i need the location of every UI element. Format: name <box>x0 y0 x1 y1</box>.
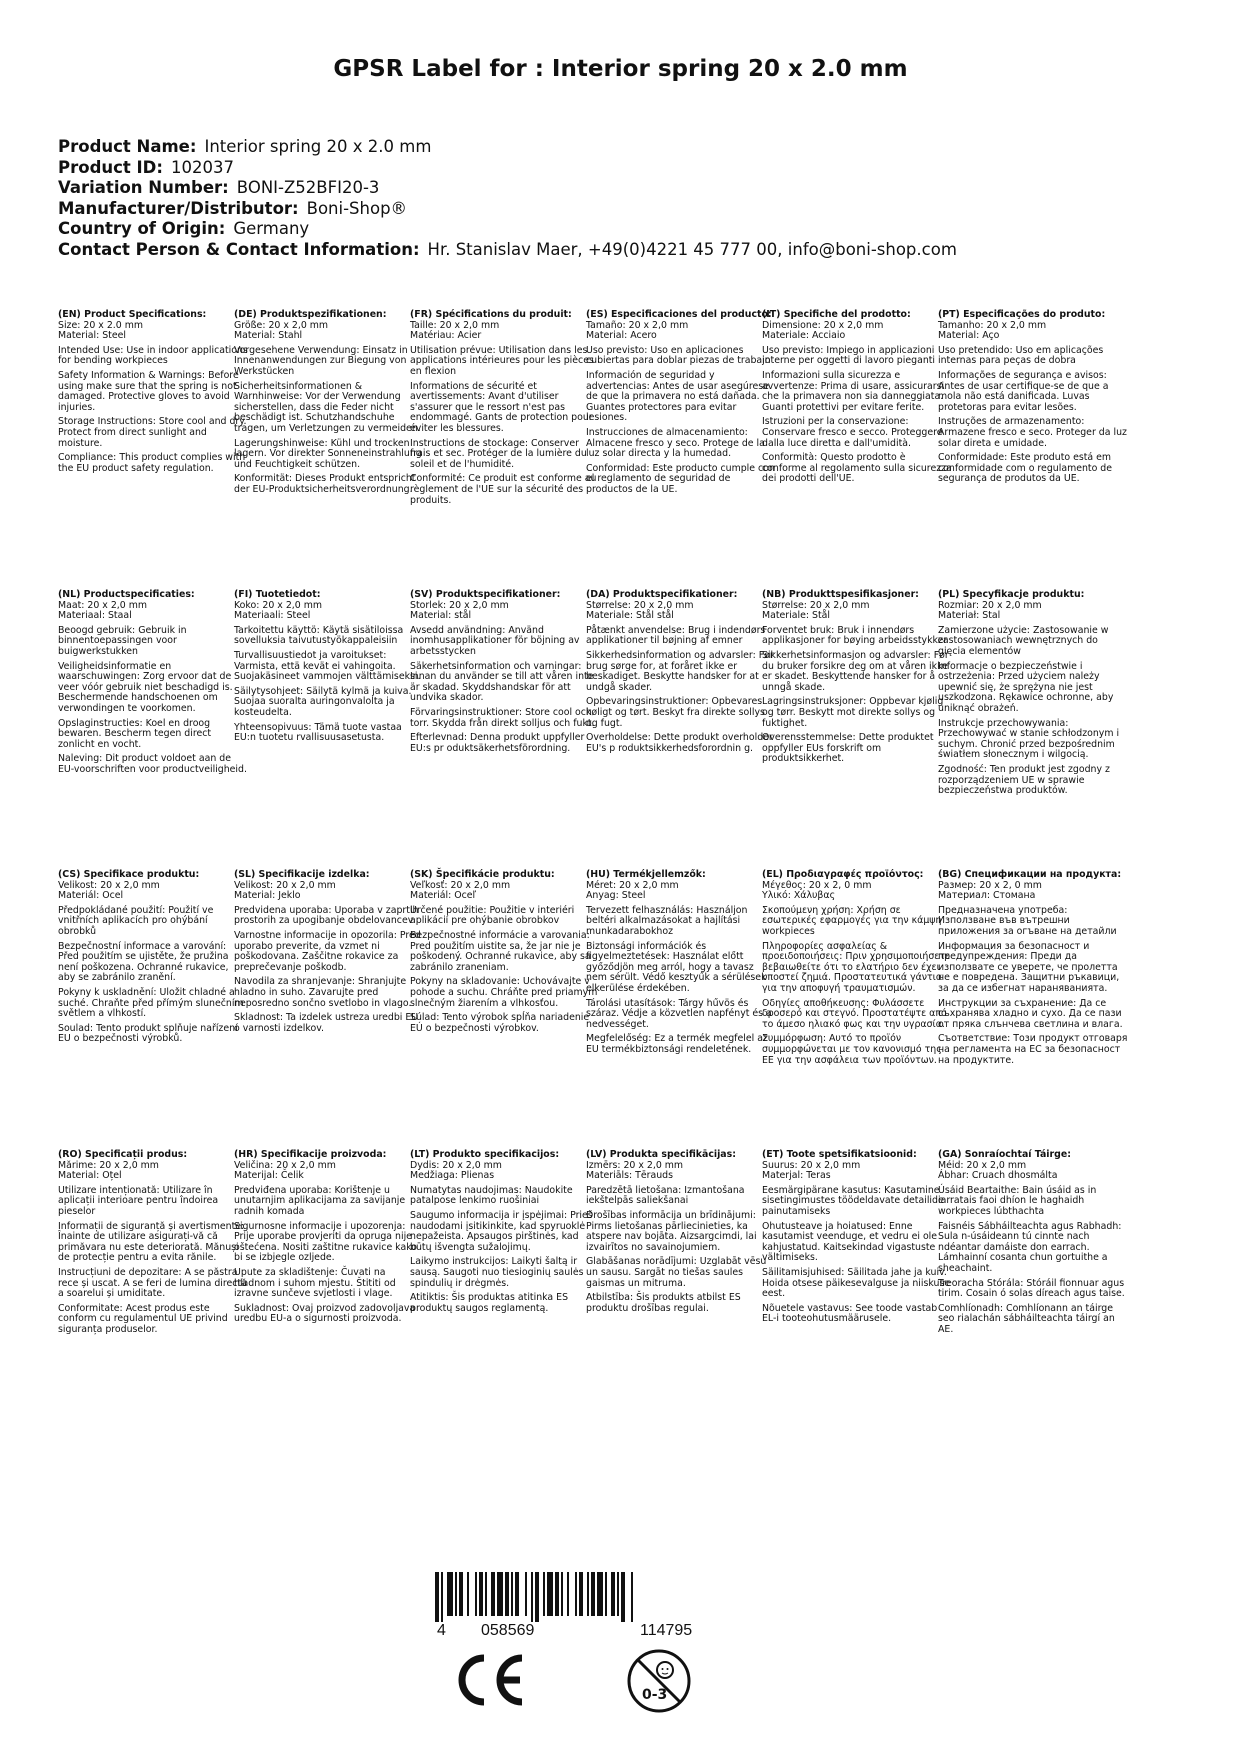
spec-paragraph: Materiale: Stål <box>762 610 830 622</box>
spec-paragraph: Utilizare intenționată: Utilizare în aplicații interioare pentru îndoirea pieselor <box>58 1184 219 1217</box>
spec-heading: (FR) Spécifications du produit: <box>410 309 572 320</box>
spec-paragraph: Intended Use: Use in indoor applications for bending workpieces <box>58 344 248 367</box>
spec-paragraph: Material: Acero <box>586 330 657 342</box>
spec-heading: (LV) Produkta specifikācijas: <box>586 1149 736 1160</box>
barcode-digits-right: 114795 <box>640 1622 693 1639</box>
spec-size: Suurus: 20 x 2,0 mm <box>762 1159 861 1171</box>
spec-paragraph: Material: Stahl <box>234 330 303 342</box>
spec-paragraph: Förvaringsinstruktioner: Store cool och torr. Skydda från direkt solljus och fukt. <box>410 706 595 729</box>
spec-heading: (NB) Produkttspesifikasjoner: <box>762 589 919 600</box>
spec-paragraph: Bezpečnostní informace a varování: Před použitím se ujistěte, že pružina není poškozena. Ochranné rukavice, aby se zabránilo zranění. <box>58 940 229 984</box>
spec-paragraph: Efterlevnad: Denna produkt uppfyller EU:s pr oduktsäkerhetsförordning. <box>410 732 585 754</box>
spec-paragraph: Yhteensopivuus: Tämä tuote vastaa EU:n tuotetu rvallisuusasetusta. <box>234 721 402 744</box>
info-row <box>58 158 957 179</box>
info-row <box>58 199 957 220</box>
spec-heading: (EN) Product Specifications: <box>58 309 207 320</box>
spec-paragraph: Zamierzone użycie: Zastosowanie w zastosowaniach wewnętrznych do gięcia elementów <box>938 624 1109 657</box>
spec-paragraph: Naleving: Dit product voldoet aan de EU-voorschriften voor productveiligheid. <box>58 753 247 775</box>
spec-paragraph: Uso pretendido: Uso em aplicações internas para peças de dobra <box>938 344 1104 367</box>
spec-paragraph: Material: Jeklo <box>234 890 301 902</box>
spec-block <box>410 590 600 758</box>
info-value: Interior spring 20 x 2.0 mm <box>204 137 432 156</box>
spec-block <box>58 870 248 1049</box>
spec-size: Размер: 20 x 2, 0 mm <box>938 879 1042 891</box>
spec-size: Tamaño: 20 x 2,0 mm <box>586 319 689 331</box>
spec-size: Méid: 20 x 2,0 mm <box>938 1159 1027 1171</box>
spec-block <box>58 310 248 478</box>
spec-heading: (BG) Спецификации на продукта: <box>938 869 1122 880</box>
spec-size: Rozmiar: 20 x 2,0 mm <box>938 599 1042 611</box>
spec-paragraph: Informacje o bezpieczeństwie i ostrzeżenia: Przed użyciem należy upewnić się, że sprężyna nie jest uszkodzona. Rękawice ochronne, aby uniknąć obrażeń. <box>938 660 1114 714</box>
info-label: Product ID: <box>58 157 163 177</box>
spec-size: Velikost: 20 x 2,0 mm <box>234 879 336 891</box>
spec-block <box>234 310 424 500</box>
spec-paragraph: Material: Oțel <box>58 1170 122 1182</box>
spec-block <box>58 1150 248 1340</box>
spec-paragraph: Påtænkt anvendelse: Brug i indendørs applikationer til bøjning af emner <box>586 624 766 647</box>
spec-paragraph: Instrucțiuni de depozitare: A se păstra rece și uscat. A se feri de lumina directă a soarelui și umiditate. <box>58 1266 247 1300</box>
spec-paragraph: Pokyny k uskladnění: Uložit chladné a suché. Chraňte před přímým slunečním světlem a vlhkostí. <box>58 986 244 1020</box>
spec-paragraph: Utilisation prévue: Utilisation dans les applications intérieures pour les pièces en flexion <box>410 344 594 377</box>
spec-paragraph: Säilytysohjeet: Säilytä kylmä ja kuiva. Suojaa suoralta auringonvalolta ja kosteudelta. <box>234 685 412 718</box>
spec-size: Mărime: 20 x 2,0 mm <box>58 1159 159 1171</box>
spec-paragraph: Glabāšanas norādījumi: Uzglabāt vēsu un sausu. Sargāt no tiešas saules gaismas un mitruma. <box>586 1256 767 1289</box>
spec-heading: (NL) Productspecificaties: <box>58 589 195 600</box>
barcode <box>435 1572 725 1622</box>
info-label: Country of Origin: <box>58 219 226 238</box>
info-value: Germany <box>233 219 310 238</box>
spec-paragraph: Materiál: Oceľ <box>410 890 477 902</box>
info-value: Boni-Shop® <box>306 198 408 218</box>
spec-heading: (PT) Especificações do produto: <box>938 309 1106 320</box>
spec-paragraph: Υλικό: Χάλυβας <box>762 890 836 902</box>
spec-heading: (SK) Špecifikácie produktu: <box>410 869 555 880</box>
spec-paragraph: Opbevaringsinstruktioner: Opbevares køligt og tørt. Beskyt fra direkte sollys og fugt. <box>586 696 765 729</box>
spec-block <box>410 1150 600 1318</box>
spec-paragraph: Sikkerhetsinformasjon og advarsler: Før du bruker forsikre deg om at våren ikke er skadet. Beskyttende hansker for å unngå skade. <box>762 649 949 693</box>
spec-paragraph: Určené použitie: Použitie v interiéri aplikácií pre ohýbanie obrobkov <box>410 904 575 927</box>
spec-paragraph: Avsedd användning: Använd inomhusapplikationer för böjning av arbetsstycken <box>410 624 580 657</box>
spec-paragraph: Numatytas naudojimas: Naudokite patalpose lenkimo ruošiniai <box>410 1184 573 1207</box>
spec-paragraph: Información de seguridad y advertencias: Antes de usar asegúrese de que la primavera no está dañada. Guantes protectores para evitar lesiones. <box>586 369 769 424</box>
spec-block <box>938 1150 1128 1340</box>
info-label: Variation Number: <box>58 178 229 197</box>
barcode-digits-left: 4 <box>437 1622 446 1639</box>
spec-paragraph: Upute za skladištenje: Čuvati na hladnom i suhom mjestu. Štititi od izravne sunčeve svjetlosti i vlage. <box>234 1266 396 1300</box>
spec-paragraph: Säkerhetsinformation och varningar: Innan du använder se till att våren inte är skadad. Skyddshandskar för att undvika skador. <box>410 660 594 704</box>
spec-paragraph: Drošības informācija un brīdinājumi: Pirms lietošanas pārliecinieties, ka atspere nav bojāta. Aizsargcimdi, lai izvairītos no savainojumiem. <box>586 1209 757 1253</box>
spec-heading: (PL) Specyfikacje produktu: <box>938 589 1085 600</box>
spec-paragraph: Zgodność: Ten produkt jest zgodny z rozporządzeniem UE w sprawie bezpieczeństwa produktów. <box>938 763 1110 797</box>
spec-heading: (HR) Specifikacije proizvoda: <box>234 1149 387 1160</box>
info-row <box>58 137 957 158</box>
barcode-bars <box>435 1572 725 1622</box>
spec-size: Tamanho: 20 x 2,0 mm <box>938 319 1047 331</box>
spec-paragraph: Předpokládané použití: Použití ve vnitřních aplikacích pro ohýbání obrobků <box>58 904 214 937</box>
spec-paragraph: Συμμόρφωση: Αυτό το προϊόν συμμορφώνεται με τον κανονισμό της ΕΕ για την ασφάλεια των προϊόντων. <box>762 1033 942 1066</box>
spec-heading: (DA) Produktspecifikationer: <box>586 589 738 600</box>
spec-size: Velikost: 20 x 2,0 mm <box>58 879 160 891</box>
spec-paragraph: Предназначена употреба: Използване във вътрешни приложения за огъване на детайли <box>938 904 1117 937</box>
spec-paragraph: Predvidena uporaba: Uporaba v zaprtih prostorih za upogibanje obdelovancev <box>234 904 419 927</box>
spec-block <box>58 590 248 780</box>
spec-paragraph: Lagringsinstruksjoner: Oppbevar kjølig og tørr. Beskytt mot direkte sollys og fuktighet. <box>762 696 944 729</box>
spec-paragraph: Compliance: This product complies with the EU product safety regulation. <box>58 452 246 474</box>
spec-paragraph: Materiale: Acciaio <box>762 330 846 342</box>
spec-heading: (DE) Produktspezifikationen: <box>234 309 387 320</box>
spec-paragraph: Faisnéis Sábháilteachta agus Rabhadh: Sula n-úsáideann tú cinnte nach ndéantar damáiste don earrach. Lámhainní cosanta chun gortuithe a sheachaint. <box>938 1220 1122 1274</box>
info-label: Contact Person & Contact Information: <box>58 239 420 259</box>
spec-paragraph: Úsáid Beartaithe: Bain úsáid as in iarratais faoi dhíon le haghaidh workpieces lúbthachta <box>938 1184 1097 1217</box>
spec-heading: (RO) Specificații produs: <box>58 1149 188 1160</box>
spec-size: Veľkosť: 20 x 2,0 mm <box>410 879 511 891</box>
spec-block <box>586 1150 776 1318</box>
spec-paragraph: Conformità: Questo prodotto è conforme al regolamento sulla sicurezza dei prodotti dell'UE. <box>762 452 952 485</box>
svg-text:0-3: 0-3 <box>642 1687 668 1703</box>
spec-block <box>410 870 600 1038</box>
spec-paragraph: Säilitamisjuhised: Säilitada jahe ja kuiv. Hoida otsese päikesevalguse ja niiskuse eest. <box>762 1266 951 1300</box>
spec-paragraph: Beoogd gebruik: Gebruik in binnentoepassingen voor buigwerkstukken <box>58 624 187 657</box>
spec-paragraph: Soulad: Tento produkt splňuje nařízení EU o bezpečnosti výrobků. <box>58 1022 238 1045</box>
spec-paragraph: Lagerungshinweise: Kühl und trocken lagern. Vor direkter Sonneneinstrahlung und Feuchtigkeit schützen. <box>234 437 422 470</box>
spec-size: Größe: 20 x 2,0 mm <box>234 319 329 331</box>
spec-block <box>938 310 1128 489</box>
spec-paragraph: Material: stål <box>410 610 472 622</box>
spec-block <box>938 870 1128 1070</box>
spec-paragraph: Istruzioni per la conservazione: Conservare fresco e secco. Proteggere dalla luce diretta e dall'umidità. <box>762 416 943 449</box>
spec-heading: (SL) Specifikacije izdelka: <box>234 869 370 880</box>
spec-paragraph: Navodila za shranjevanje: Shranjujte hladno in suho. Zavarujte pred neposredno sončno svetlobo in vlago. <box>234 976 412 1009</box>
spec-size: Koko: 20 x 2,0 mm <box>234 599 322 611</box>
spec-paragraph: Sikkerhedsinformation og advarsler: Før brug sørge for, at foråret ikke er beskadiget. Beskytte handsker for at undgå skader. <box>586 649 774 693</box>
spec-paragraph: Turvallisuustiedot ja varoitukset: Varmista, että kevät ei vahingoita. Suojakäsineet vammojen välttämiseksi. <box>234 649 421 683</box>
spec-paragraph: Sicherheitsinformationen & Warnhinweise: Vor der Verwendung sicherstellen, dass die Feder nicht beschädigt ist. Schutzhandschuhe tragen, um Verletzungen zu vermeiden. <box>234 380 421 434</box>
spec-block <box>938 590 1128 801</box>
spec-paragraph: Informations de sécurité et avertissements: Avant d'utiliser s'assurer que le ressort n'est pas endommagé. Gants de protection pour éviter les blessures. <box>410 380 593 434</box>
spec-paragraph: Matériau: Acier <box>410 330 482 342</box>
spec-block <box>410 310 600 510</box>
spec-paragraph: Súlad: Tento výrobok spĺňa nariadenie EÚ o bezpečnosti výrobkov. <box>410 1012 590 1034</box>
spec-heading: (SV) Produktspecifikationer: <box>410 589 561 600</box>
spec-size: Méret: 20 x 2,0 mm <box>586 879 679 891</box>
spec-size: Dimensione: 20 x 2,0 mm <box>762 319 884 331</box>
spec-block <box>762 590 952 769</box>
spec-paragraph: Οδηγίες αποθήκευσης: Φυλάσσετε δροσερό και στεγνό. Προστατέψτε από το άμεσο ηλιακό φως και την υγρασία. <box>762 997 947 1030</box>
spec-paragraph: Материал: Стомана <box>938 890 1036 902</box>
spec-size: Izmērs: 20 x 2,0 mm <box>586 1159 684 1171</box>
spec-paragraph: Overensstemmelse: Dette produktet oppfyller EUs forskrift om produktsikkerhet. <box>762 732 934 765</box>
spec-paragraph: Saugumo informacija ir įspėjimai: Prieš naudodami įsitikinkite, kad spyruoklė nepažeista. Apsaugos pirštinės, kad būtų išvengta sužalojimų. <box>410 1209 593 1253</box>
spec-paragraph: Forventet bruk: Bruk i innendørs applikasjoner for bøying arbeidsstykker <box>762 624 948 647</box>
spec-size: Size: 20 x 2.0 mm <box>58 319 143 331</box>
spec-paragraph: Safety Information & Warnings: Before using make sure that the spring is not damaged. Protective gloves to avoid injuries. <box>58 369 239 413</box>
spec-paragraph: Informazioni sulla sicurezza e avvertenze: Prima di usare, assicurarsi che la primavera non sia danneggiata. Guanti protettivi per evitare ferite. <box>762 369 945 413</box>
spec-paragraph: Atitiktis: Šis produktas atitinka ES produktų saugos reglamentą. <box>410 1292 569 1314</box>
spec-block <box>234 870 424 1038</box>
spec-paragraph: Storage Instructions: Store cool and dry. Protect from direct sunlight and moisture. <box>58 416 247 449</box>
spec-paragraph: Laikymo instrukcijos: Laikyti šaltą ir sausą. Saugoti nuo tiesioginių saulės spindulių ir drėgmės. <box>410 1256 584 1289</box>
spec-block <box>234 1150 424 1329</box>
spec-heading: (CS) Specifikace produktu: <box>58 869 200 880</box>
spec-heading: (HU) Termékjellemzők: <box>586 869 706 880</box>
info-value: Hr. Stanislav Maer, +49(0)4221 45 777 00, info@boni-shop.com <box>427 239 957 259</box>
spec-paragraph: Megfelelőség: Ez a termék megfelel az EU termékbiztonsági rendeletének. <box>586 1033 768 1055</box>
spec-heading: (GA) Sonraíochtaí Táirge: <box>938 1149 1071 1160</box>
spec-paragraph: Konformität: Dieses Produkt entspricht der EU-Produktsicherheitsverordnung. <box>234 473 416 495</box>
spec-paragraph: Uso previsto: Impiego in applicazioni interne per oggetti di lavoro pieganti <box>762 344 936 367</box>
spec-paragraph: Pokyny na skladovanie: Uchovávajte v pohode a suchu. Chráňte pred priamym slnečným žiarením a vlhkosťou. <box>410 976 598 1009</box>
spec-paragraph: Eesmärgipärane kasutus: Kasutamine sisetingimustes töödeldavate detailide painutamiseks <box>762 1184 944 1217</box>
spec-block <box>762 310 952 489</box>
spec-paragraph: Biztonsági információk és figyelmeztetések: Használat előtt győződjön meg arról, hogy a tavasz nem sérült. Védő kesztyűk a sérülések elkerülése érdekében. <box>586 940 767 994</box>
spec-paragraph: Conformidad: Este producto cumple con el reglamento de seguridad de productos de la UE. <box>586 462 775 495</box>
spec-paragraph: Instructions de stockage: Conserver frais et sec. Protéger de la lumière du soleil et de l'humidité. <box>410 437 587 470</box>
spec-paragraph: Opslaginstructies: Koel en droog bewaren. Bescherm tegen direct zonlicht en vocht. <box>58 717 212 750</box>
spec-size: Dydis: 20 x 2,0 mm <box>410 1159 502 1171</box>
spec-size: Størrelse: 20 x 2,0 mm <box>762 599 870 611</box>
age-warning-icon <box>625 1647 693 1719</box>
spec-paragraph: Sigurnosne informacije i upozorenja: Prije uporabe provjeriti da opruga nije oštećena. Nositi zaštitne rukavice kako bi se izbjegle ozljede. <box>234 1220 418 1264</box>
spec-paragraph: Predviđena uporaba: Korištenje u unutarnjim aplikacijama za savijanje radnih komada <box>234 1184 406 1217</box>
spec-paragraph: Veiligheidsinformatie en waarschuwingen: Zorg ervoor dat de veer vóór gebruik niet beschadigd is. Beschermende handschoenen om verwondingen te voorkomen. <box>58 660 233 714</box>
spec-paragraph: Tervezett felhasználás: Használjon beltéri alkalmazásokat a hajlítási munkadarabokhoz <box>586 904 748 937</box>
spec-paragraph: Anyag: Steel <box>586 890 646 902</box>
spec-heading: (EL) Προδιαγραφές προϊόντος: <box>762 869 924 880</box>
info-value: 102037 <box>170 157 234 177</box>
spec-heading: (ET) Toote spetsifikatsioonid: <box>762 1149 917 1160</box>
spec-paragraph: Materiál: Ocel <box>58 890 124 902</box>
info-label: Manufacturer/Distributor: <box>58 198 299 218</box>
spec-paragraph: Ábhar: Cruach dhosmálta <box>938 1170 1058 1182</box>
spec-paragraph: Instrukcje przechowywania: Przechowywać w stanie schłodzonym i suchym. Chronić przed bezpośrednim światłem słonecznym i wilgocią. <box>938 717 1120 761</box>
page-title: GPSR Label for : Interior spring 20 x 2.0 mm <box>333 56 908 82</box>
spec-heading: (LT) Produkto specifikacijos: <box>410 1149 560 1160</box>
spec-paragraph: Material: Steel <box>58 330 126 342</box>
spec-block <box>586 870 776 1060</box>
spec-paragraph: Medžiaga: Plienas <box>410 1170 495 1182</box>
spec-paragraph: Sukladnost: Ovaj proizvod zadovoljava uredbu EU-a o sigurnosti proizvoda. <box>234 1302 416 1325</box>
product-info <box>58 137 957 260</box>
spec-paragraph: Material: Aço <box>938 330 1000 342</box>
spec-paragraph: Nõuetele vastavus: See toode vastab EL-i tooteohutusmäärusele. <box>762 1302 938 1325</box>
spec-paragraph: Uso previsto: Uso en aplicaciones cubiertas para doblar piezas de trabajo <box>586 344 771 367</box>
spec-paragraph: Materiaal: Staal <box>58 610 132 622</box>
spec-paragraph: Instrucciones de almacenamiento: Almacene fresco y seco. Protege de la luz solar directa y la humedad. <box>586 426 765 460</box>
spec-paragraph: Bezpečnostné informácie a varovania: Pred použitím uistite sa, že jar nie je poškodený. Ochranné rukavice, aby sa zabránilo zraneniam. <box>410 929 591 973</box>
spec-paragraph: Tárolási utasítások: Tárgy hűvös és száraz. Védje a közvetlen napfényt és a nedvességet. <box>586 997 772 1030</box>
spec-paragraph: Overholdelse: Dette produkt overholder EU's p roduktsikkerhedsforordnin g. <box>586 732 773 754</box>
spec-paragraph: Vorgesehene Verwendung: Einsatz in Innenanwendungen zur Biegung von Werkstücken <box>234 344 408 377</box>
spec-paragraph: Materiāls: Tērauds <box>586 1170 673 1182</box>
spec-paragraph: Varnostne informacije in opozorila: Pred uporabo preverite, da vzmet ni poškodovana. Zaščitne rokavice za preprečevanje poškodb. <box>234 929 421 973</box>
ce-mark-icon <box>450 1650 530 1714</box>
spec-size: Storlek: 20 x 2,0 mm <box>410 599 509 611</box>
spec-paragraph: Instruções de armazenamento: Armazene fresco e seco. Proteger da luz solar direta e umidade. <box>938 416 1127 449</box>
info-value: BONI-Z52BFI20-3 <box>236 178 380 197</box>
spec-paragraph: Materiale: Stål stål <box>586 610 674 622</box>
spec-paragraph: Informações de segurança e avisos: Antes de usar certifique-se de que a mola não está danificada. Luvas protetoras para evitar lesões. <box>938 369 1109 413</box>
info-row <box>58 240 957 261</box>
spec-paragraph: Skladnost: Ta izdelek ustreza uredbi EU o varnosti izdelkov. <box>234 1012 419 1034</box>
info-row <box>58 178 957 199</box>
spec-size: Taille: 20 x 2,0 mm <box>410 319 500 331</box>
spec-size: Veličina: 20 x 2,0 mm <box>234 1159 336 1171</box>
spec-heading: (IT) Specifiche del prodotto: <box>762 309 911 320</box>
spec-paragraph: Conformitate: Acest produs este conform cu regulamentul UE privind siguranța produselor. <box>58 1302 228 1335</box>
info-row <box>58 219 957 240</box>
barcode-digits-mid: 058569 <box>481 1622 535 1639</box>
spec-paragraph: Materiał: Stal <box>938 610 1001 622</box>
spec-paragraph: Informații de siguranță și avertismente: Înainte de utilizare asigurați-vă că primăvara nu este deteriorată. Mănuși de protecție pentru a evita rănile. <box>58 1220 245 1264</box>
spec-paragraph: Conformité: Ce produit est conforme au règlement de l'UE sur la sécurité des produits. <box>410 473 597 506</box>
spec-block <box>586 310 776 500</box>
spec-heading: (ES) Especificaciones del producto: <box>586 309 772 320</box>
spec-paragraph: Materjal: Teras <box>762 1170 831 1182</box>
spec-paragraph: Информация за безопасност и предупреждения: Преди да използвате се уверете, че пролетта не е повредена. Защитни ръкавици, за да се избегнат нараняванията. <box>938 940 1120 994</box>
spec-paragraph: Treoracha Stórála: Stóráil fionnuar agus tirim. Cosain ó solas díreach agus taise. <box>938 1277 1125 1300</box>
spec-paragraph: Atbilstība: Šis produkts atbilst ES produktu drošības regulai. <box>586 1292 741 1314</box>
spec-paragraph: Materijal: Čelik <box>234 1170 304 1182</box>
spec-size: Μέγεθος: 20 x 2, 0 mm <box>762 879 872 891</box>
spec-paragraph: Materiaali: Steel <box>234 610 311 622</box>
spec-block <box>586 590 776 758</box>
spec-paragraph: Ohutusteave ja hoiatused: Enne kasutamist veenduge, et vedru ei ole kahjustatud. Kaitsekindad vigastuste vältimiseks. <box>762 1220 938 1264</box>
spec-block <box>762 1150 952 1329</box>
spec-size: Maat: 20 x 2,0 mm <box>58 599 147 611</box>
spec-paragraph: Πληροφορίες ασφαλείας & προειδοποιήσεις: Πριν χρησιμοποιήσετε βεβαιωθείτε ότι το ελατήριο δεν έχει υποστεί ζημιά. Προστατευτικά γάντια για την αποφυγή τραυματισμών. <box>762 940 951 994</box>
spec-paragraph: Σκοπούμενη χρήση: Χρήση σε εσωτερικές εφαρμογές για την κάμψη workpieces <box>762 904 942 937</box>
spec-paragraph: Инструкции за съхранение: Да се съхранява хладно и сухо. Да се пази от пряка слънчева светлина и влага. <box>938 997 1123 1030</box>
spec-paragraph: Съответствие: Този продукт отговаря на регламента на ЕС за безопасност на продуктите. <box>938 1033 1128 1066</box>
spec-block <box>762 870 952 1070</box>
spec-paragraph: Tarkoitettu käyttö: Käytä sisätiloissa sovelluksia taivutustyökappaleisiin <box>234 624 404 647</box>
spec-heading: (FI) Tuotetiedot: <box>234 589 321 600</box>
info-label: Product Name: <box>58 137 197 156</box>
spec-size: Størrelse: 20 x 2,0 mm <box>586 599 694 611</box>
spec-paragraph: Paredzētā lietošana: Izmantošana iekštelpās saliekšanai <box>586 1184 745 1207</box>
spec-paragraph: Conformidade: Este produto está em conformidade com o regulamento de segurança de produtos da UE. <box>938 452 1113 485</box>
spec-paragraph: Comhlíonadh: Comhlíonann an táirge seo rialachán sábháilteachta táirgí an AE. <box>938 1302 1115 1335</box>
spec-block <box>234 590 424 748</box>
